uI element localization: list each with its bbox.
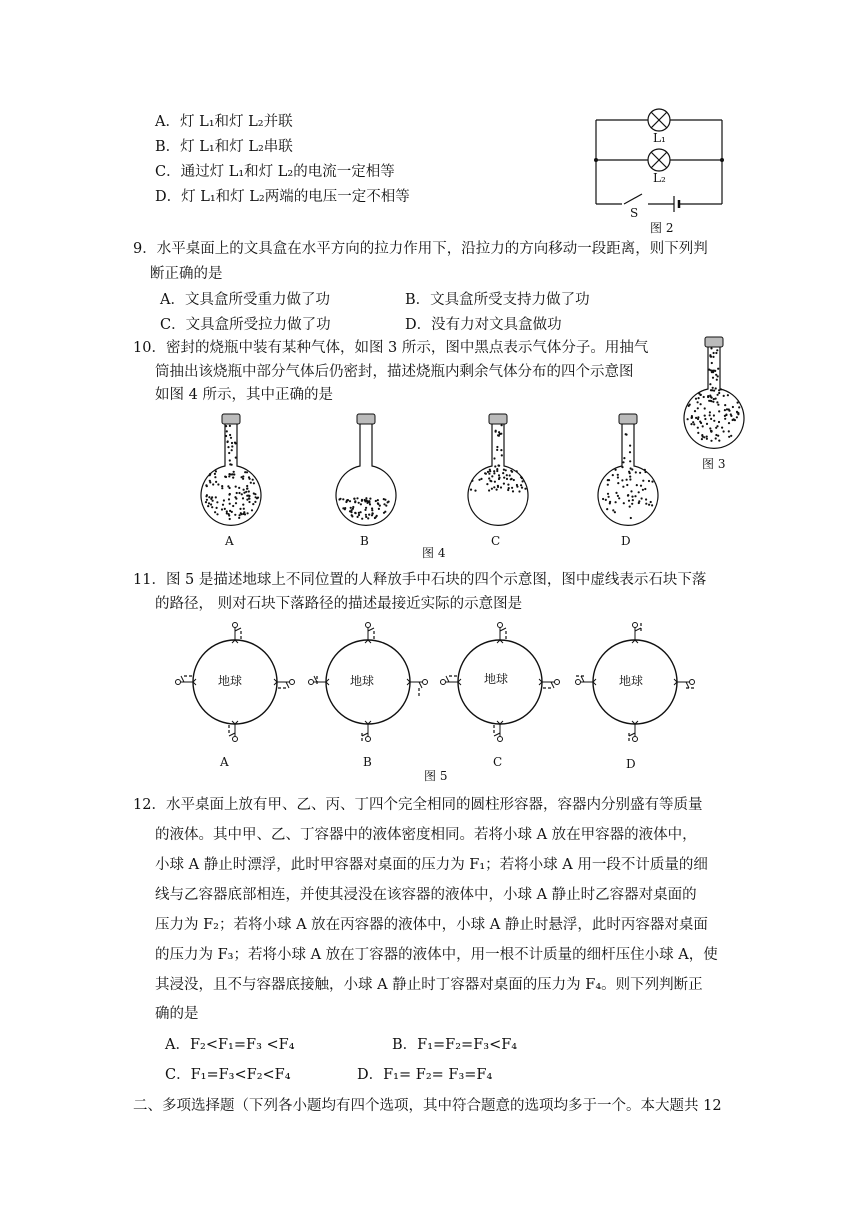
earth-label-c: 地球 [484,672,509,686]
q12-option-c: C．F₁=F₃<F₂<F₄ [165,1067,291,1083]
q9-option-b: B．文具盒所受支持力做了功 [405,292,590,308]
q10-stem-line3: 如图 4 所示，其中正确的是 [155,387,333,403]
fig5-caption: 图 5 [424,769,448,783]
globe-label-c: C [493,755,503,769]
fig4-caption: 图 4 [422,546,446,560]
q12-option-a: A．F₂<F₁=F₃ <F₄ [165,1037,295,1053]
q10-stem-line1: 10．密封的烧瓶中装有某种气体，如图 3 所示，图中黑点表示气体分子。用抽气 [133,340,649,356]
q9-option-d: D．没有力对文具盒做功 [405,317,562,333]
q12-line-5: 压力为 F₂；若将小球 A 放在丙容器的液体中，小球 A 静止时悬浮，此时丙容器对桌面 [155,917,708,933]
flask-label-d: D [621,534,631,548]
globe-label-a: A [220,755,229,769]
q9-stem-line2: 断正确的是 [150,266,223,282]
flask-label-c: C [491,534,501,548]
q12-line-2: 的液体。其中甲、乙、丁容器中的液体密度相同。若将小球 A 放在甲容器的液体中， [155,827,697,843]
q12-line-8: 确的是 [155,1006,199,1022]
q12-line-7: 其浸没，且不与容器底接触，小球 A 静止时丁容器对桌面的压力为 F₄。则下列判断正 [155,977,703,993]
lamp2-label: L₂ [653,171,666,185]
earth-label-b: 地球 [350,674,375,688]
q12-line-6: 的压力为 F₃；若将小球 A 放在丁容器的液体中，用一根不计质量的细杆压住小球 A，使 [155,947,718,963]
flask-option-a [195,410,267,525]
globe-label-b: B [363,755,372,769]
q11-stem-line1: 11．图 5 是描述地球上不同位置的人释放手中石块的四个示意图，图中虚线表示石块下落 [133,572,707,588]
q12-option-b: B．F₁=F₂=F₃<F₄ [392,1037,518,1053]
flask-label-a: A [225,534,234,548]
fig3-caption: 图 3 [702,457,726,471]
earth-label-a: 地球 [218,674,243,688]
q9-option-a: A．文具盒所受重力做了功 [160,292,330,308]
q8-option-d: D．灯 L₁和灯 L₂两端的电压一定不相等 [155,189,410,205]
q9-stem-line1: 9．水平桌面上的文具盒在水平方向的拉力作用下，沿拉力的方向移动一段距离，则下列判 [133,241,708,257]
globe-label-d: D [626,757,636,771]
flask-option-b [330,410,402,525]
q12-line-4: 线与乙容器底部相连，并使其浸没在该容器的液体中，小球 A 静止时乙容器对桌面的 [155,887,697,903]
circuit-diagram [590,104,730,234]
q8-option-b: B．灯 L₁和灯 L₂串联 [155,139,293,155]
q8-option-a: A．灯 L₁和灯 L₂并联 [155,114,293,130]
lamp1-label: L₁ [653,131,666,145]
q9-option-c: C．文具盒所受拉力做了功 [160,317,331,333]
fig2-caption: 图 2 [650,221,674,235]
q12-option-d: D．F₁= F₂= F₃=F₄ [357,1067,493,1083]
q8-option-c: C．通过灯 L₁和灯 L₂的电流一定相等 [155,164,395,180]
q12-line-3: 小球 A 静止时漂浮，此时甲容器对桌面的压力为 F₁；若将小球 A 用一段不计质量的细 [155,857,708,873]
flask-option-c [462,410,534,525]
flask-fig3 [678,333,750,448]
flask-option-d [592,410,664,525]
q12-line-1: 12．水平桌面上放有甲、乙、丙、丁四个完全相同的圆柱形容器，容器内分别盛有等质量 [133,797,703,813]
section2-heading: 二、多项选择题（下列各小题均有四个选项，其中符合题意的选项均多于一个。本大题共 12 [133,1098,722,1114]
q10-stem-line2: 筒抽出该烧瓶中部分气体后仍密封，描述烧瓶内剩余气体分布的四个示意图 [155,364,634,380]
flask-label-b: B [360,534,369,548]
switch-label: S [630,206,639,220]
q11-stem-line2: 的路径， 则对石块下落路径的描述最接近实际的示意图是 [155,596,523,612]
earth-label-d: 地球 [619,674,644,688]
